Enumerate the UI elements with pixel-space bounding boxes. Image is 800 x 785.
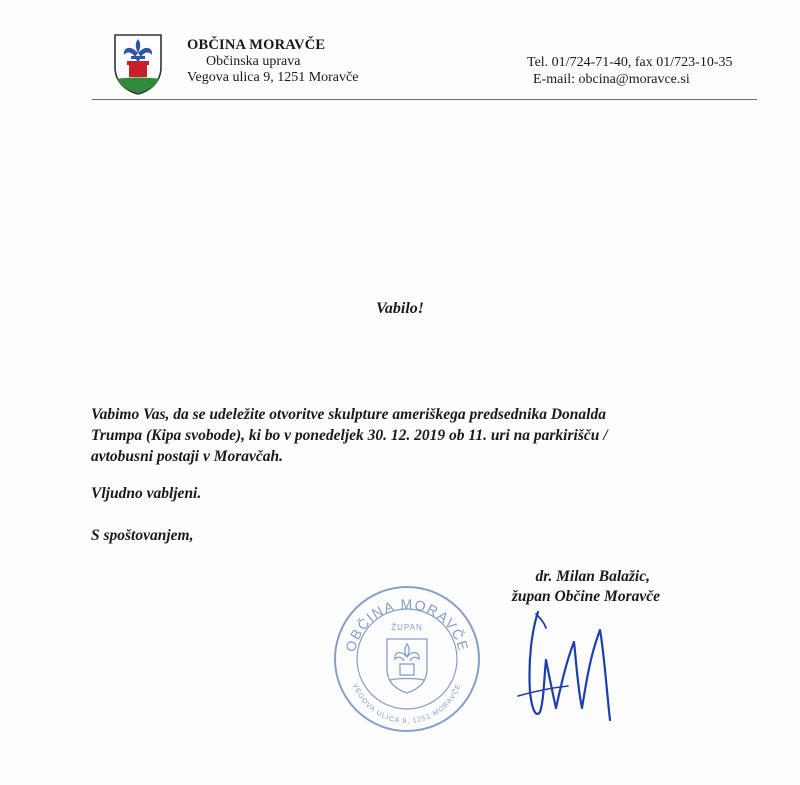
- organization-name: OBČINA MORAVČE: [187, 37, 326, 53]
- contact-block: [527, 55, 732, 88]
- invitation-paragraph: [91, 404, 666, 467]
- stamp-inner-text: ŽUPAN: [391, 623, 423, 632]
- signer-name: dr. Milan Balažic,: [535, 568, 650, 585]
- phone-fax: Tel. 01/724-71-40, fax 01/723-10-35: [527, 55, 733, 70]
- official-stamp: [332, 584, 482, 734]
- handwritten-signature: [510, 600, 620, 730]
- email-address: E-mail: obcina@moravce.si: [533, 71, 690, 87]
- stamp-bottom-text: VEGOVA ULICA 9, 1251 MORAVČE: [351, 682, 463, 726]
- paragraph-line: Trumpa (Kipa svobode), ki bo v ponedeljek 30. 12. 2019 ob 11. uri na parkirišču /: [91, 427, 608, 444]
- letter-title: Vabilo!: [375, 300, 424, 317]
- header-divider: [92, 99, 757, 100]
- organization-block: [187, 37, 358, 87]
- signer-role: župan Občine Moravče: [511, 588, 660, 605]
- paragraph-line: avtobusni postaji v Moravčah.: [91, 448, 284, 465]
- paragraph-line: Vabimo Vas, da se udeležite otvoritve skulpture ameriškega predsednika Donalda: [91, 406, 606, 423]
- stamp-outer-text: OBČINA MORAVČE: [342, 595, 472, 654]
- organization-address: Vegova ulica 9, 1251 Moravče: [187, 70, 359, 85]
- greeting: Vljudno vabljeni.: [91, 485, 202, 502]
- closing: S spoštovanjem,: [91, 527, 194, 544]
- organization-subtitle: Občinska uprava: [206, 53, 301, 69]
- municipal-crest-icon: [113, 33, 163, 95]
